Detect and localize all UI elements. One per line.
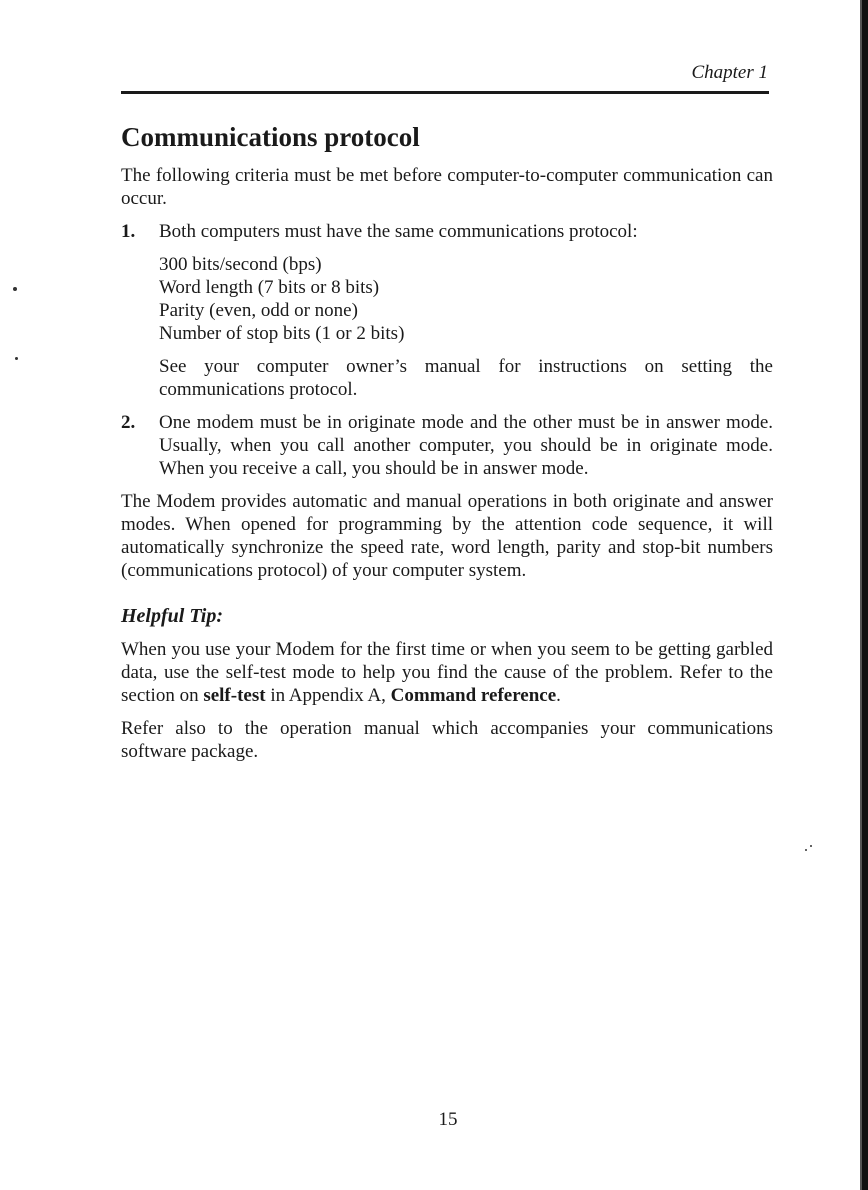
setting-item: Word length (7 bits or 8 bits) xyxy=(159,277,380,298)
setting-item: Parity (even, odd or none) xyxy=(159,300,358,321)
scan-edge xyxy=(862,0,868,1190)
page-body xyxy=(121,120,773,773)
section-title: Communications protocol xyxy=(121,122,420,152)
scan-speck xyxy=(805,849,807,851)
tip-text: in Appendix A, xyxy=(265,685,391,706)
protocol-settings-list xyxy=(159,253,773,345)
criterion-note: See your computer owner’s manual for instructions on setting the communications protocol. xyxy=(159,356,773,400)
criterion-1 xyxy=(121,220,773,401)
scan-speck xyxy=(15,357,18,360)
tip-text: When you use your Modem for the first time or when you seem to be getting garbled data, use the self-test mode to help you find the cause of the problem. Refer to the section on xyxy=(121,639,773,706)
criterion-number: 2. xyxy=(121,412,136,433)
scan-speck xyxy=(810,845,812,847)
page-number: 15 xyxy=(438,1109,458,1130)
setting-item: 300 bits/second (bps) xyxy=(159,254,322,275)
criterion-text: One modem must be in originate mode and the other must be in answer mode. Usually, when you call another computer, you should be in originate mode. When you receive a call, you should be in answer mode. xyxy=(159,412,773,479)
criterion-text: Both computers must have the same communications protocol: xyxy=(159,221,638,242)
tip-paragraph xyxy=(121,638,773,707)
header-rule xyxy=(121,91,769,94)
modem-paragraph: The Modem provides automatic and manual operations in both originate and answer modes. When opened for programming by the attention code sequence, it will automatically synchronize the speed rate, word length, parity and stop-bit numbers (communications protocol) of your computer system. xyxy=(121,491,773,581)
tip-paragraph-2: Refer also to the operation manual which accompanies your communications software package. xyxy=(121,718,773,762)
tip-heading: Helpful Tip: xyxy=(121,605,224,627)
intro-paragraph: The following criteria must be met before computer-to-computer communication can occur. xyxy=(121,165,773,209)
scan-speck xyxy=(13,287,17,291)
self-test-term: self-test xyxy=(203,685,266,706)
setting-item: Number of stop bits (1 or 2 bits) xyxy=(159,323,405,344)
criterion-2 xyxy=(121,411,773,480)
command-reference-term: Command reference xyxy=(390,685,557,706)
running-header: Chapter 1 xyxy=(691,62,768,83)
criterion-number: 1. xyxy=(121,221,136,242)
tip-text: . xyxy=(556,685,561,706)
